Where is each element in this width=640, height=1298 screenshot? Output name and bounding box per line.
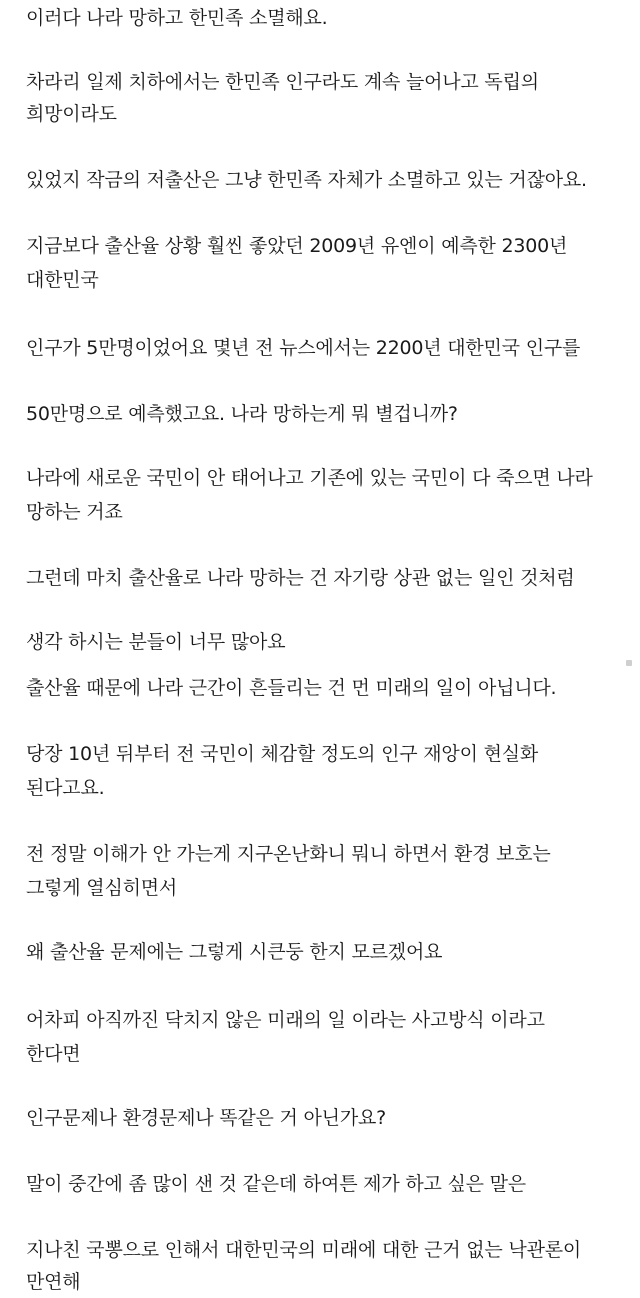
image-seam-mark	[626, 660, 632, 666]
text-line: 말이 중간에 좀 많이 샌 것 같은데 하여튼 제가 하고 싶은 말은	[26, 1173, 526, 1195]
text-line: 그런데 마치 출산율로 나라 망하는 건 자기랑 상관 없는 일인 것처럼	[26, 567, 575, 589]
text-line: 이러다 나라 망하고 한민족 소멸해요.	[26, 7, 328, 29]
text-line: 나라에 새로운 국민이 안 태어나고 기존에 있는 국민이 다 죽으면 나라	[26, 467, 593, 489]
text-line: 출산율 때문에 나라 근간이 흔들리는 건 먼 미래의 일이 아닙니다.	[26, 677, 557, 699]
text-line: 대한민국	[26, 269, 99, 291]
text-line: 희망이라도	[26, 103, 117, 125]
text-line: 생각 하시는 분들이 너무 많아요	[26, 631, 286, 653]
text-line: 전 정말 이해가 안 가는게 지구온난화니 뭐니 하면서 환경 보호는	[26, 843, 551, 865]
text-line: 지나친 국뽕으로 인해서 대한민국의 미래에 대한 근거 없는 낙관론이	[26, 1239, 582, 1261]
text-line: 지금보다 출산율 상황 훨씬 좋았던 2009년 유엔이 예측한 2300년	[26, 235, 568, 257]
text-line: 있었지 작금의 저출산은 그냥 한민족 자체가 소멸하고 있는 거잖아요.	[26, 169, 587, 191]
text-line: 망하는 거죠	[26, 501, 123, 523]
text-line: 차라리 일제 치하에서는 한민족 인구라도 계속 늘어나고 독립의	[26, 71, 539, 93]
text-line: 만연해	[26, 1271, 81, 1293]
text-line: 그렇게 열심히면서	[26, 877, 178, 899]
text-line: 인구가 5만명이었어요 몇년 전 뉴스에서는 2200년 대한민국 인구를	[26, 337, 581, 359]
text-line: 50만명으로 예측했고요. 나라 망하는게 뭐 별겁니까?	[26, 403, 458, 425]
text-line: 왜 출산율 문제에는 그렇게 시큰둥 한지 모르겠어요	[26, 941, 443, 963]
text-line: 된다고요.	[26, 777, 105, 799]
text-line: 당장 10년 뒤부터 전 국민이 체감할 정도의 인구 재앙이 현실화	[26, 743, 539, 765]
text-line: 어차피 아직까진 닥치지 않은 미래의 일 이라는 사고방식 이라고	[26, 1009, 545, 1031]
text-line: 인구문제나 환경문제나 똑같은 거 아닌가요?	[26, 1107, 387, 1129]
text-line: 한다면	[26, 1043, 81, 1065]
